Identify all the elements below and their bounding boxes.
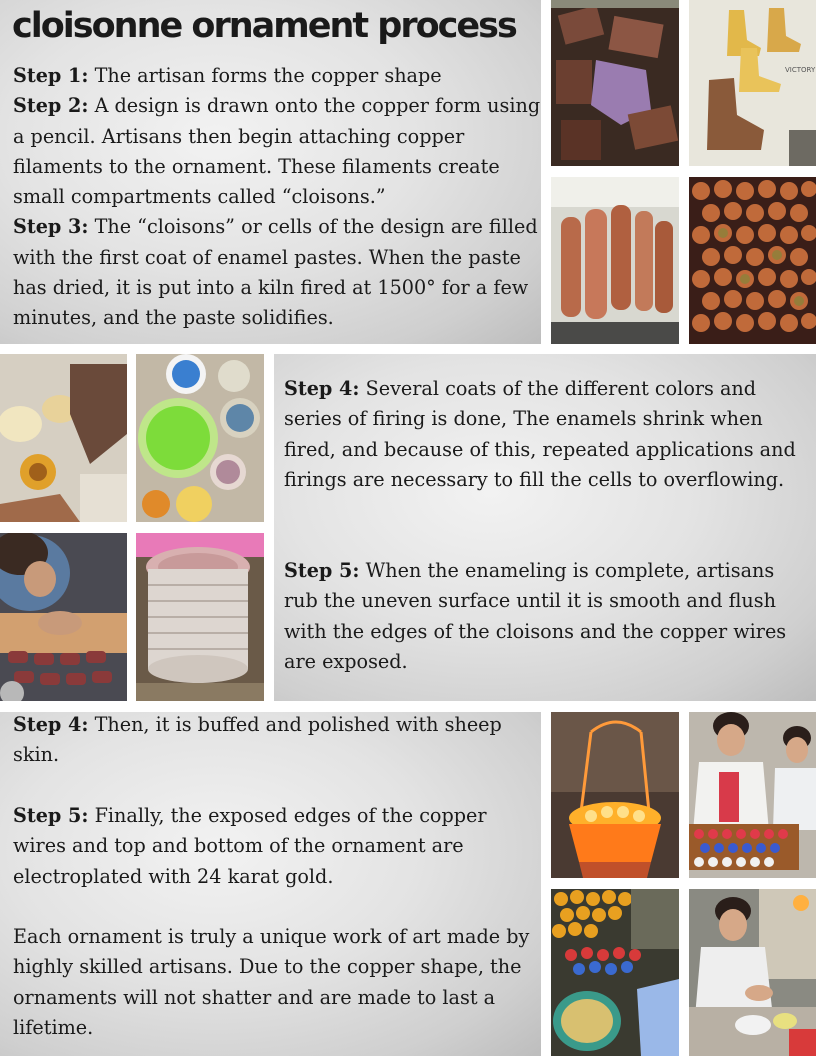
section3-panel [0, 712, 541, 1056]
step4-label: Step 4: [284, 377, 360, 400]
step3-text: The “cloisons” or cells of the design are filled with the first coat of enamel pastes. When the paste has dried, it is put into a kiln fired at 1500° for a few minutes, and the paste solidifies. [13, 215, 538, 330]
section3-step4-label: Step 4: [13, 713, 89, 736]
section3-step5-label: Step 5: [13, 804, 89, 827]
photo-workers-ornaments [689, 712, 816, 878]
step5-label: Step 5: [284, 559, 360, 582]
photo-painting-ornament [0, 354, 127, 522]
section2-panel [274, 354, 816, 701]
section2-text-step5 [284, 556, 806, 677]
photo-enamel-paste-bowls [136, 354, 264, 522]
step2-text: A design is drawn onto the copper form using a pencil. Artisans then begin attaching copper filaments to the ornament. These filaments create small compartments called “cloisons.” [13, 94, 541, 209]
photo-gold-plating [551, 889, 679, 1056]
section3-step4 [13, 712, 533, 771]
photo-kiln-firing [551, 712, 679, 878]
step2-label: Step 2: [13, 94, 89, 118]
photo-copper-balls [689, 177, 816, 344]
step3-label: Step 3: [13, 215, 89, 239]
section3-step5 [13, 801, 533, 892]
step4-text: Several coats of the different colors and series of firing is done, The enamels shrink when fired, and because of this, repeated applications and firings are necessary to fill the cells to overflowing. [284, 377, 796, 491]
photo-artisan-detail-work [0, 533, 127, 701]
section1-text [13, 61, 541, 334]
page-title: cloisonne ornament process [12, 6, 516, 46]
section3-closing: Each ornament is truly a unique work of art made by highly skilled artisans. Due to the copper shape, the ornaments will not shatter and are made to last a lifetime. [13, 925, 530, 1039]
photo-copper-shapes [551, 0, 679, 166]
photo-copper-cylinders [551, 177, 679, 344]
step1-text: The artisan forms the copper shape [88, 64, 442, 87]
section2-text [284, 374, 806, 495]
step1-label: Step 1: [13, 64, 89, 87]
photo-stacked-plates [136, 533, 264, 701]
section3-step4-text: Then, it is buffed and polished with sheep skin. [13, 713, 502, 767]
boot-sheet-label: VICTORY [785, 66, 816, 74]
section1-panel [0, 0, 541, 344]
photo-boot-pattern [689, 0, 816, 166]
section3-step5-text: Finally, the exposed edges of the copper wires and top and bottom of the ornament are electroplated with 24 karat gold. [13, 804, 487, 888]
photo-worker-polishing [689, 889, 816, 1056]
step5-text: When the enameling is complete, artisans rub the uneven surface until it is smooth and flush with the edges of the cloisons and the copper wires are exposed. [284, 559, 787, 673]
